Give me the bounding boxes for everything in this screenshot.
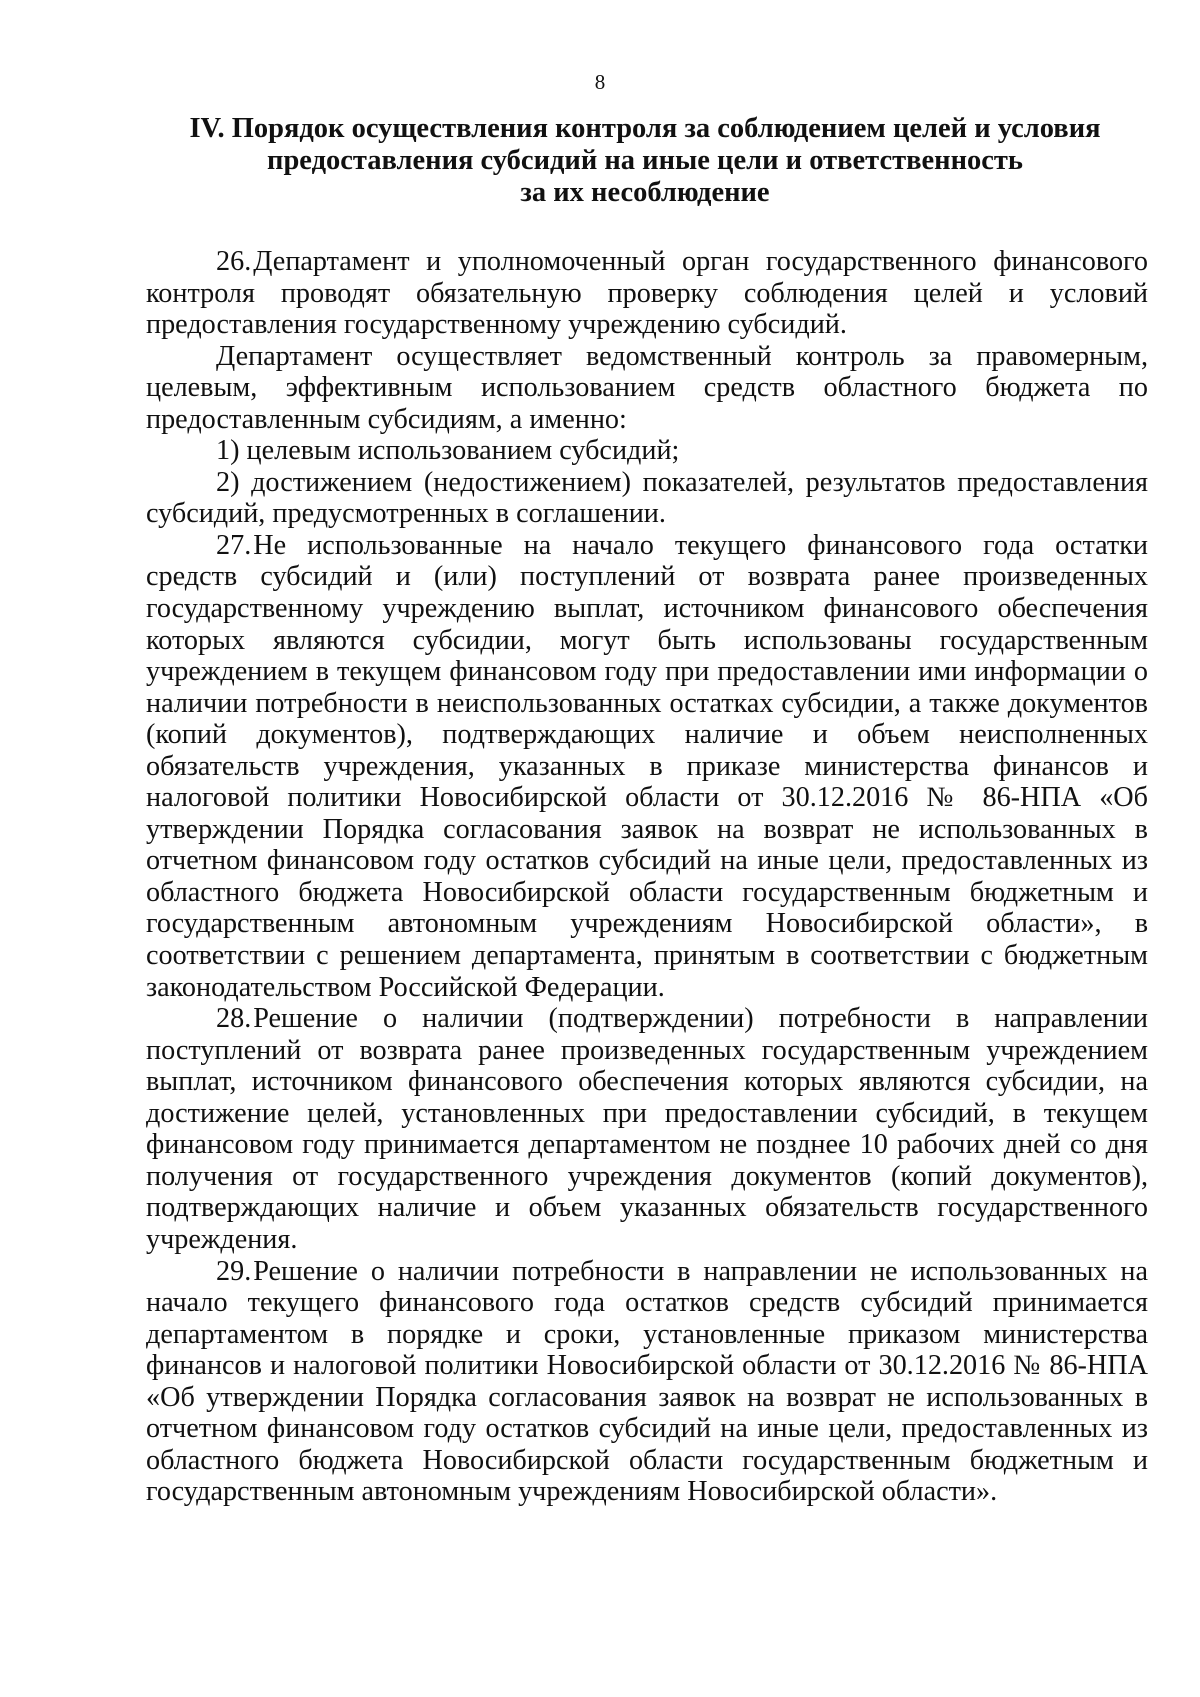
paragraph-text: 1) целевым использованием субсидий; [216,435,680,467]
paragraph-text: 2) достижением (недостижением) показателей, результатов предоставления субсидий, предусмотренных в соглашении. [146,466,1148,530]
section-heading-line: IV. Порядок осуществления контроля за соблюдением целей и условия [189,113,1101,144]
section-heading-line: предоставления субсидий на иные цели и ответственность [267,145,1023,176]
paragraph-text: Не использованные на начало текущего финансового года остатки средств субсидий и (или) поступлений от возврата ранее произведенных государственному учреждению выплат, источником финансового обеспечения которых являются субсидии, могут быть использованы государственным учреждением в текущем финансовом году при предоставлении ими информации о наличии потребности в неиспользованных остатках субсидии, а также документов (копий документов), подтверждающих наличие и объем неисполненных обязательств учреждения, указанных в приказе министерства финансов и налоговой политики Новосибирской области от 30.12.2016 № 86-НПА «Об утверждении Порядка согласования заявок на возврат не использованных в отчетном финансовом году остатков субсидий на иные цели, предоставленных из областного бюджета Новосибирской области государственным бюджетным и государственным автономным учреждениям Новосибирской области», в соответствии с решением департамента, принятым в соответствии с бюджетным законодательством Российской Федерации. [146,529,1148,1003]
list-item-1 [146,435,1148,467]
paragraph-28 [146,1003,1148,1255]
paragraph-number: 29. [216,1255,252,1287]
page-number: 8 [594,70,606,94]
section-heading [150,113,1140,209]
paragraph-26 [146,246,1148,341]
paragraph-text: Решение о наличии (подтверждении) потребности в направлении поступлений от возврата ранее произведенных государственным учреждением выплат, источником финансового обеспечения которых являются субсидии, на достижение целей, установленных при предоставлении субсидий, в текущем финансовом году принимается департаментом не позднее 10 рабочих дней со дня получения от государственного учреждения документов (копий документов), подтверждающих наличие и объем указанных обязательств государственного учреждения. [146,1003,1148,1255]
paragraph-number: 26. [216,246,252,277]
paragraph-number: 27. [216,529,252,561]
paragraph-text: Решение о наличии потребности в направлении не использованных на начало текущего финансового года остатков средств субсидий принимается департаментом в порядке и сроки, установленные приказом министерства финансов и налоговой политики Новосибирской области от 30.12.2016 № 86-НПА «Об утверждении Порядка согласования заявок на возврат не использованных в отчетном финансовом году остатков субсидий на иные цели, предоставленных из областного бюджета Новосибирской области государственным бюджетным и государственным автономным учреждениям Новосибирской области». [146,1255,1148,1508]
document-body [146,246,1148,1508]
paragraph-29 [146,1256,1148,1508]
paragraph-control [146,341,1148,436]
paragraph-text: Департамент осуществляет ведомственный контроль за правомерным, целевым, эффективным использованием средств областного бюджета по предоставленным субсидиям, а именно: [146,340,1148,435]
paragraph-number: 28. [216,1003,252,1035]
paragraph-27 [146,530,1148,1003]
paragraph-text: Департамент и уполномоченный орган государственного финансового контроля проводят обязательную проверку соблюдения целей и условий предоставления государственному учреждению субсидий. [146,246,1148,341]
list-item-2 [146,467,1148,530]
section-heading-line: за их несоблюдение [520,177,770,208]
